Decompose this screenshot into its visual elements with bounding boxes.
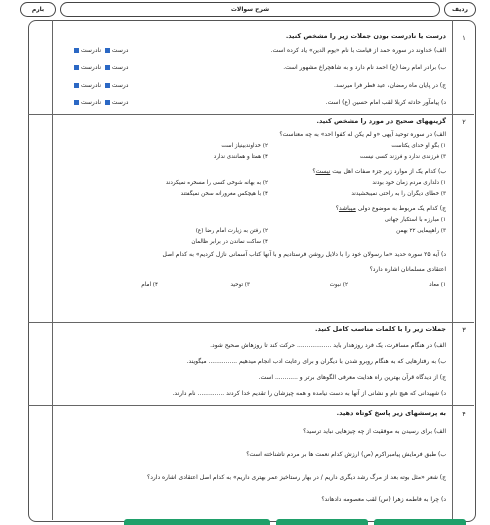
option[interactable]: ۱) دلداری مردم زمان خود بودند	[372, 180, 446, 186]
option[interactable]: ۲) رفتن به زیارت امام رضا (ع)	[195, 228, 268, 234]
q3-item: ب) به رفتارهایی که به هنگام روبرو شدن با دیگران و برای رعایت ادب انجام میدهیم ............... میگویند.	[186, 358, 446, 365]
option[interactable]: ۴) ساکت نماندن در برابر ظالمان	[191, 239, 268, 245]
question-number: ۴	[462, 410, 466, 418]
q1-item: د) پیامآور حادثه کربلا لقب امام حسین (ع) است.	[325, 99, 446, 106]
q1-item: الف) خداوند در سوره حمد از قیامت با نام «یوم الدین» یاد کرده است.	[270, 47, 446, 54]
true-label: درست	[111, 47, 129, 54]
option[interactable]: ۳) توحید	[230, 282, 250, 288]
q3-item: د) شهیدانی که هیچ نام و نشانی از آنها به دست نیامده و همه چیزشان را تقدیم خدا کردند .............. نام دارند.	[172, 390, 446, 397]
q4-item: ج) شعر «مثل بوته بعد از مرگ رشد دیگری داریم / در بهار رستاخیز عمر بهتری داریم» به کدام اصل اعتقادی اشاره دارد؟	[147, 474, 446, 481]
false-checkbox[interactable]	[74, 83, 79, 88]
true-false-choice[interactable]	[72, 64, 128, 71]
option[interactable]: ۳) فرزندی ندارد و فرزند کسی نیست	[359, 154, 446, 160]
true-label: درست	[111, 82, 129, 89]
false-checkbox[interactable]	[74, 100, 79, 105]
question-text: ب) کدام یک از موارد زیر جزء صفات اهل بیت	[330, 168, 446, 175]
option[interactable]: ۲) خداوندبینیاز است	[221, 143, 268, 149]
option[interactable]: ۳) راهپیمایی ۲۲ بهمن	[396, 228, 446, 234]
underlined-word: میباشد	[338, 205, 356, 212]
q2-question: الف) در سوره توحید آیهی «و لم یکن له کفوا احد» به چه معناست؟	[279, 131, 446, 138]
false-label: نادرست	[81, 99, 101, 106]
option[interactable]: ۲) به بهانه شوخی کسی را مسخره نمیکردند	[165, 180, 268, 186]
q4-item: الف) برای رسیدن به موفقیت از چه چیزهایی نباید ترسید؟	[303, 428, 446, 435]
option[interactable]: ۱) معاد	[429, 282, 446, 288]
true-label: درست	[111, 64, 129, 71]
q1-item: ب) برادر امام رضا (ع) احمد نام دارد و به شاهچراغ مشهور است.	[283, 64, 446, 71]
row-divider	[452, 20, 453, 520]
q3-title: جملات زیر را با کلمات مناسب کامل کنید.	[315, 325, 446, 333]
exam-sheet	[6, 0, 478, 520]
q4-item: د) چرا به فاطمه زهرا (س) لقب معصومه دادهاند؟	[321, 496, 446, 503]
true-checkbox[interactable]	[105, 48, 110, 53]
toolbar-button[interactable]	[276, 519, 368, 525]
false-label: نادرست	[81, 82, 101, 89]
option[interactable]: ۱) مبارزه با استکبار جهانی	[384, 217, 446, 223]
option[interactable]: ۳) خطای دیگران را به راحتی نمیبخشیدند	[351, 191, 446, 197]
divider-3	[28, 405, 474, 406]
question-number: ۱	[462, 34, 466, 42]
true-checkbox[interactable]	[105, 83, 110, 88]
true-checkbox[interactable]	[105, 65, 110, 70]
underlined-word: نیست	[315, 168, 331, 175]
true-checkbox[interactable]	[105, 100, 110, 105]
q2-title: گزینههای صحیح در مورد را مشخص کنید.	[316, 117, 446, 125]
option[interactable]: ۴) با هیچکس مغرورانه سخن نمیگفتند	[180, 191, 268, 197]
false-label: نادرست	[81, 64, 101, 71]
toolbar-button[interactable]	[124, 519, 270, 525]
option[interactable]: ۴) امام	[141, 282, 158, 288]
score-header: بارم	[20, 2, 56, 17]
q1-item: ج) در پایان ماه رمضان، عید فطر فرا میرسد.	[333, 82, 446, 89]
title-header: شرح سوالات	[60, 2, 440, 17]
sheet-header	[6, 0, 478, 18]
q3-item: الف) در هنگام مسافرت، یک فرد روزهدار باید .................. حرکت کند تا روزهاش صحیح شود.	[210, 342, 446, 349]
divider-2	[28, 322, 474, 323]
question-text: ج) کدام یک مربوط به موضوع دولی	[355, 205, 446, 212]
q2-question: اعتقادی مسلمانان اشاره دارد؟	[369, 266, 446, 273]
true-label: درست	[111, 99, 129, 106]
q2-question: د) آیه ۲۵ سوره حدید «ما رسولان خود را با دلایل روشن فرستادیم و با آنها کتاب آسمانی نازل کردیم» به کدام اصل	[162, 251, 446, 258]
q1-title: درست یا نادرست بودن جملات زیر را مشخص کنید.	[285, 32, 446, 40]
row-header: ردیف	[444, 2, 476, 17]
true-false-choice[interactable]	[72, 82, 128, 89]
false-checkbox[interactable]	[74, 65, 79, 70]
false-checkbox[interactable]	[74, 48, 79, 53]
question-number: ۳	[462, 326, 466, 334]
q2-question	[336, 205, 446, 213]
option[interactable]: ۱) بگو او خدای یکتاست	[391, 143, 446, 149]
true-false-choice[interactable]	[72, 99, 128, 106]
option[interactable]: ۲) نبوت	[329, 282, 348, 288]
divider-1	[28, 114, 474, 115]
q2-question	[312, 168, 446, 176]
question-number: ۲	[462, 118, 466, 126]
question-mark: ؟	[312, 168, 316, 175]
score-divider	[52, 20, 53, 520]
false-label: نادرست	[81, 47, 101, 54]
q3-item: ج) از دیدگاه قرآن بهترین راه هدایت معرفی الگوهای برتر و ............ است.	[258, 374, 446, 381]
toolbar-button[interactable]	[374, 519, 466, 525]
option[interactable]: ۴) همتا و همانندی ندارد	[213, 154, 268, 160]
q4-title: به پرسشهای زیر پاسخ کوتاه دهید.	[336, 409, 446, 417]
q4-item: ب) طبق فرمایش پیامبراکرم (ص) ارزش کدام نعمت ها بر مردم ناشناخته است؟	[246, 451, 446, 458]
true-false-choice[interactable]	[72, 47, 128, 54]
question-mark: ؟	[335, 205, 339, 212]
